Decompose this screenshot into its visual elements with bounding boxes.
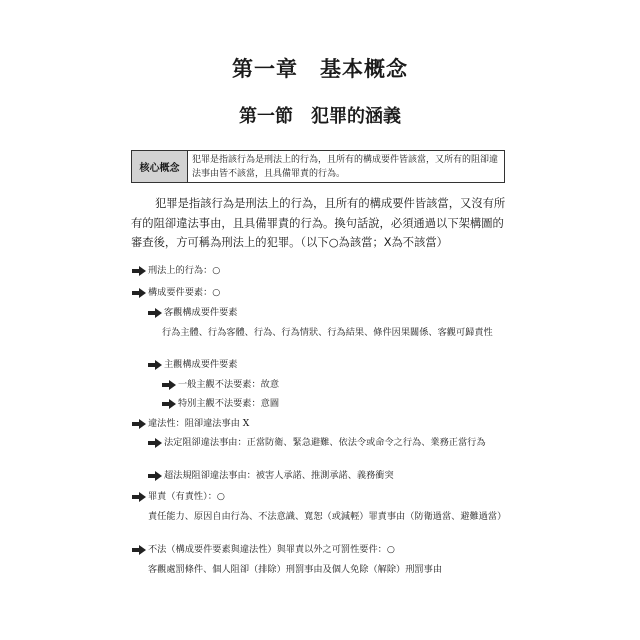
outline-item-illegality: 違法性：阻卻違法事由 X: [148, 418, 250, 429]
outline-item-objective-elements: 客觀構成要件要素: [164, 307, 238, 318]
arrow-icon: [131, 265, 147, 277]
outline-item-criminal-act: 刑法上的行為：○: [148, 265, 221, 276]
outline-item-purpose: 特別主觀不法要素：意圖: [178, 398, 280, 409]
arrow-icon: [147, 470, 163, 482]
chapter-title: 第一章 基本概念: [232, 57, 408, 81]
outline-item-statutory-justification: 法定阻卻違法事由：正當防衛、緊急避難、依法令或命令之行為、業務正當行為: [164, 437, 486, 448]
core-concept-text: 犯罪是指該行為是刑法上的行為，且所有的構成要件皆該當，又所有的阻卻違法事由皆不該當，且具備罪責的行為。: [192, 155, 499, 179]
arrow-icon: [161, 398, 177, 410]
outline-item-culpability: 罪責（有責性）：○: [148, 491, 225, 502]
outline-detail-punishability: 客觀處罰條件、個人阻卻（排除）刑罰事由及個人免除（解除）刑罰事由: [148, 564, 442, 575]
outline-detail-culpability: 責任能力、原因自由行為、不法意識、寬恕（或減輕）罪責事由（防衛過當、避難過當）: [148, 511, 507, 522]
arrow-icon: [161, 379, 177, 391]
arrow-icon: [147, 307, 163, 319]
core-concept-box: [131, 150, 505, 183]
outline-item-intent: 一般主觀不法要素：故意: [178, 379, 280, 390]
arrow-icon: [131, 544, 147, 556]
outline-item-extralegal-justification: 超法規阻卻違法事由：被害人承諾、推測承諾、義務衝突: [164, 470, 394, 481]
arrow-icon: [131, 287, 147, 299]
core-concept-label: 核心概念: [132, 151, 188, 182]
outline-item-punishability: 不法（構成要件要素與違法性）與罪責以外之可罰性要件：○: [148, 544, 395, 555]
outline-item-constituent-elements: 構成要件要素：○: [148, 287, 221, 298]
arrow-icon: [147, 437, 163, 449]
section-title: 第一節 犯罪的涵義: [239, 106, 401, 127]
arrow-icon: [131, 491, 147, 503]
outline-item-subjective-elements: 主觀構成要件要素: [164, 359, 238, 370]
outline-detail-objective: 行為主體、行為客體、行為、行為情狀、行為結果、條件因果關係、客觀可歸責性: [162, 327, 493, 338]
arrow-icon: [147, 359, 163, 371]
intro-paragraph: 犯罪是指該行為是刑法上的行為，且所有的構成要件皆該當，又沒有所有的阻卻違法事由，且具備罪責的行為。換句話說，必須通過以下架構圖的審查後，方可稱為刑法上的犯罪。（以下○為該當；X為不該當）: [131, 197, 506, 249]
arrow-icon: [131, 418, 147, 430]
